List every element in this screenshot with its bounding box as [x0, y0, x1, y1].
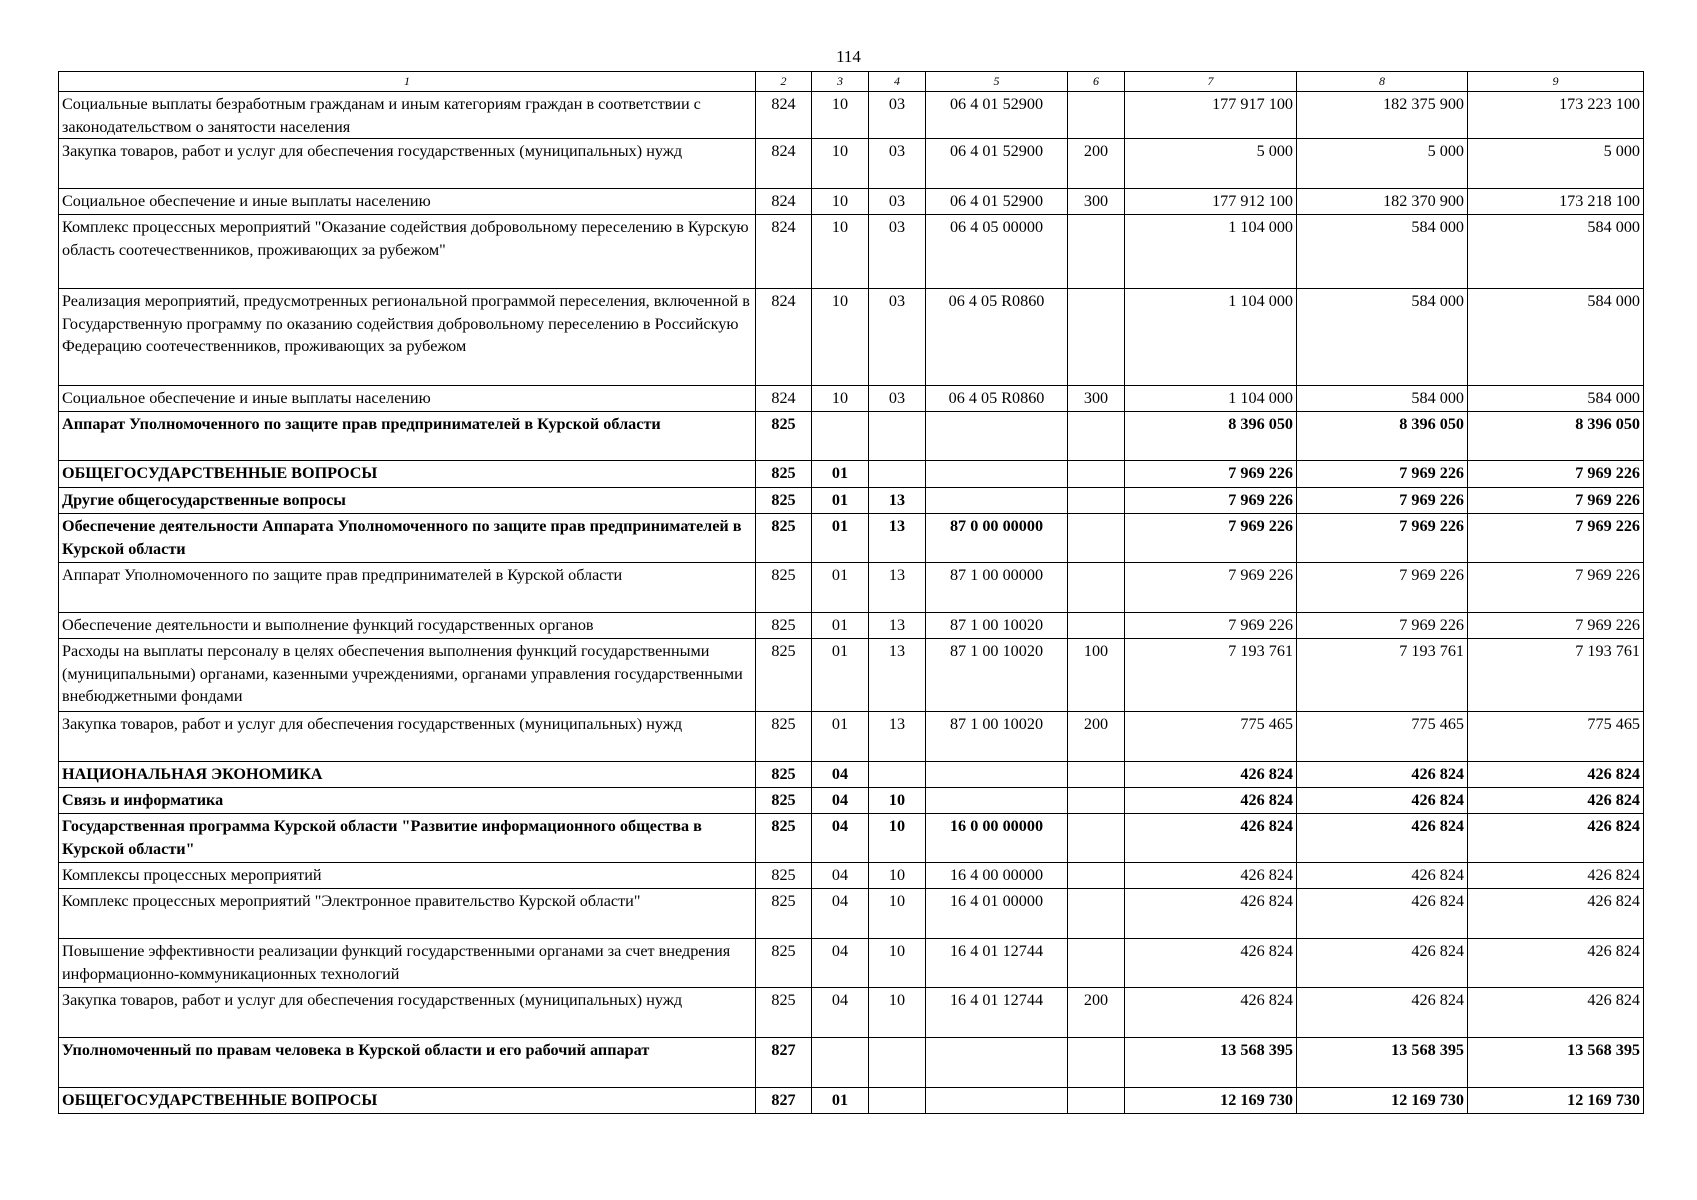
amount-year-2: 426 824 [1297, 939, 1468, 988]
row-name: Расходы на выплаты персоналу в целях обеспечения выполнения функций государственными (муниципальными) органами, казенными учреждениями, органами управления государственными внебюджетными фондами [59, 639, 756, 712]
ministry-code: 825 [756, 488, 812, 514]
amount-year-2: 5 000 [1297, 139, 1468, 189]
table-row [59, 712, 1644, 762]
target-article-code: 16 4 00 00000 [926, 863, 1068, 889]
expense-type-code [1068, 488, 1125, 514]
expense-type-code [1068, 788, 1125, 814]
amount-year-1: 7 969 226 [1125, 514, 1297, 563]
amount-year-1: 7 969 226 [1125, 563, 1297, 613]
ministry-code: 825 [756, 613, 812, 639]
subsection-code: 13 [869, 514, 926, 563]
amount-year-3: 584 000 [1468, 289, 1644, 386]
amount-year-1: 7 193 761 [1125, 639, 1297, 712]
table-row [59, 412, 1644, 461]
amount-year-3: 5 000 [1468, 139, 1644, 189]
target-article-code [926, 412, 1068, 461]
target-article-code: 87 1 00 00000 [926, 563, 1068, 613]
row-name: Социальное обеспечение и иные выплаты населению [59, 386, 756, 412]
row-name: Закупка товаров, работ и услуг для обеспечения государственных (муниципальных) нужд [59, 712, 756, 762]
ministry-code: 825 [756, 788, 812, 814]
amount-year-3: 426 824 [1468, 889, 1644, 939]
amount-year-1: 7 969 226 [1125, 613, 1297, 639]
section-code: 01 [812, 563, 869, 613]
ministry-code: 824 [756, 139, 812, 189]
subsection-code [869, 1088, 926, 1114]
section-code: 10 [812, 92, 869, 139]
target-article-code: 87 1 00 10020 [926, 613, 1068, 639]
section-code [812, 412, 869, 461]
amount-year-2: 426 824 [1297, 788, 1468, 814]
amount-year-1: 177 917 100 [1125, 92, 1297, 139]
table-row [59, 889, 1644, 939]
table-row [59, 613, 1644, 639]
expense-type-code [1068, 412, 1125, 461]
amount-year-1: 775 465 [1125, 712, 1297, 762]
subsection-code: 10 [869, 863, 926, 889]
amount-year-3: 173 218 100 [1468, 189, 1644, 215]
expense-type-code: 100 [1068, 639, 1125, 712]
amount-year-1: 13 568 395 [1125, 1038, 1297, 1088]
expense-type-code [1068, 863, 1125, 889]
amount-year-1: 426 824 [1125, 762, 1297, 788]
table-row [59, 461, 1644, 488]
amount-year-3: 426 824 [1468, 863, 1644, 889]
target-article-code: 06 4 05 R0860 [926, 289, 1068, 386]
expense-type-code [1068, 613, 1125, 639]
amount-year-3: 12 169 730 [1468, 1088, 1644, 1114]
expense-type-code: 300 [1068, 386, 1125, 412]
ministry-code: 825 [756, 514, 812, 563]
ministry-code: 825 [756, 863, 812, 889]
amount-year-1: 8 396 050 [1125, 412, 1297, 461]
amount-year-2: 7 193 761 [1297, 639, 1468, 712]
table-row [59, 988, 1644, 1038]
section-code: 01 [812, 1088, 869, 1114]
ministry-code: 824 [756, 189, 812, 215]
expense-type-code [1068, 514, 1125, 563]
expense-type-code: 200 [1068, 988, 1125, 1038]
amount-year-2: 584 000 [1297, 289, 1468, 386]
subsection-code: 03 [869, 215, 926, 289]
target-article-code [926, 1088, 1068, 1114]
target-article-code [926, 488, 1068, 514]
table-row [59, 762, 1644, 788]
amount-year-2: 7 969 226 [1297, 613, 1468, 639]
amount-year-1: 426 824 [1125, 863, 1297, 889]
ministry-code: 825 [756, 412, 812, 461]
section-code: 01 [812, 613, 869, 639]
expense-type-code [1068, 563, 1125, 613]
row-name: Комплекс процессных мероприятий "Оказание содействия добровольному переселению в Курскую область соотечественников, проживающих за рубежом" [59, 215, 756, 289]
target-article-code [926, 788, 1068, 814]
amount-year-3: 426 824 [1468, 988, 1644, 1038]
expense-type-code: 200 [1068, 712, 1125, 762]
amount-year-3: 775 465 [1468, 712, 1644, 762]
ministry-code: 825 [756, 814, 812, 863]
ministry-code: 825 [756, 461, 812, 488]
row-name: Государственная программа Курской области "Развитие информационного общества в Курской области" [59, 814, 756, 863]
subsection-code [869, 412, 926, 461]
amount-year-3: 7 969 226 [1468, 563, 1644, 613]
amount-year-2: 182 370 900 [1297, 189, 1468, 215]
table-row [59, 92, 1644, 139]
target-article-code: 16 0 00 00000 [926, 814, 1068, 863]
amount-year-3: 7 969 226 [1468, 613, 1644, 639]
table-row [59, 863, 1644, 889]
subsection-code [869, 1038, 926, 1088]
target-article-code: 87 1 00 10020 [926, 639, 1068, 712]
expense-type-code [1068, 939, 1125, 988]
row-name: Социальное обеспечение и иные выплаты населению [59, 189, 756, 215]
amount-year-2: 584 000 [1297, 215, 1468, 289]
ministry-code: 825 [756, 762, 812, 788]
table-row [59, 1088, 1644, 1114]
table-row [59, 1038, 1644, 1088]
column-number: 4 [869, 72, 926, 92]
expense-type-code [1068, 889, 1125, 939]
expense-type-code [1068, 1088, 1125, 1114]
amount-year-1: 1 104 000 [1125, 215, 1297, 289]
row-name: Повышение эффективности реализации функций государственными органами за счет внедрения информационно-коммуникационных технологий [59, 939, 756, 988]
expense-type-code [1068, 1038, 1125, 1088]
amount-year-1: 177 912 100 [1125, 189, 1297, 215]
subsection-code: 10 [869, 889, 926, 939]
ministry-code: 825 [756, 939, 812, 988]
target-article-code: 06 4 05 R0860 [926, 386, 1068, 412]
table-row [59, 215, 1644, 289]
table-row [59, 939, 1644, 988]
amount-year-1: 1 104 000 [1125, 386, 1297, 412]
ministry-code: 825 [756, 889, 812, 939]
table-row [59, 639, 1644, 712]
column-number: 3 [812, 72, 869, 92]
amount-year-1: 5 000 [1125, 139, 1297, 189]
amount-year-1: 426 824 [1125, 814, 1297, 863]
expense-type-code [1068, 762, 1125, 788]
amount-year-1: 426 824 [1125, 988, 1297, 1038]
section-code: 01 [812, 461, 869, 488]
section-code: 04 [812, 788, 869, 814]
ministry-code: 827 [756, 1038, 812, 1088]
amount-year-3: 7 969 226 [1468, 488, 1644, 514]
budget-table [58, 71, 1644, 1114]
subsection-code: 13 [869, 639, 926, 712]
target-article-code: 87 1 00 10020 [926, 712, 1068, 762]
amount-year-2: 426 824 [1297, 988, 1468, 1038]
column-number: 1 [59, 72, 756, 92]
ministry-code: 825 [756, 563, 812, 613]
table-row [59, 814, 1644, 863]
row-name: ОБЩЕГОСУДАРСТВЕННЫЕ ВОПРОСЫ [59, 461, 756, 488]
amount-year-2: 584 000 [1297, 386, 1468, 412]
target-article-code [926, 1038, 1068, 1088]
subsection-code: 03 [869, 386, 926, 412]
row-name: Закупка товаров, работ и услуг для обеспечения государственных (муниципальных) нужд [59, 139, 756, 189]
row-name: Комплекс процессных мероприятий "Электронное правительство Курской области" [59, 889, 756, 939]
row-name: Уполномоченный по правам человека в Курской области и его рабочий аппарат [59, 1038, 756, 1088]
column-number: 8 [1297, 72, 1468, 92]
amount-year-3: 173 223 100 [1468, 92, 1644, 139]
amount-year-1: 12 169 730 [1125, 1088, 1297, 1114]
section-code: 10 [812, 289, 869, 386]
row-name: Социальные выплаты безработным гражданам и иным категориям граждан в соответствии с законодательством о занятости населения [59, 92, 756, 139]
section-code: 04 [812, 939, 869, 988]
section-code [812, 1038, 869, 1088]
amount-year-3: 426 824 [1468, 788, 1644, 814]
row-name: Другие общегосударственные вопросы [59, 488, 756, 514]
target-article-code: 06 4 01 52900 [926, 139, 1068, 189]
table-row [59, 563, 1644, 613]
row-name: Обеспечение деятельности и выполнение функций государственных органов [59, 613, 756, 639]
amount-year-2: 775 465 [1297, 712, 1468, 762]
subsection-code: 10 [869, 988, 926, 1038]
subsection-code: 10 [869, 939, 926, 988]
page-number: 114 [836, 47, 861, 66]
amount-year-3: 8 396 050 [1468, 412, 1644, 461]
table-body [59, 92, 1644, 1114]
amount-year-3: 426 824 [1468, 814, 1644, 863]
section-code: 04 [812, 863, 869, 889]
section-code: 01 [812, 514, 869, 563]
section-code: 10 [812, 215, 869, 289]
amount-year-2: 8 396 050 [1297, 412, 1468, 461]
amount-year-3: 7 969 226 [1468, 461, 1644, 488]
subsection-code: 10 [869, 814, 926, 863]
target-article-code: 16 4 01 12744 [926, 939, 1068, 988]
expense-type-code [1068, 92, 1125, 139]
amount-year-3: 584 000 [1468, 215, 1644, 289]
target-article-code: 87 0 00 00000 [926, 514, 1068, 563]
amount-year-1: 7 969 226 [1125, 461, 1297, 488]
section-code: 04 [812, 988, 869, 1038]
table-row [59, 488, 1644, 514]
amount-year-1: 426 824 [1125, 889, 1297, 939]
ministry-code: 825 [756, 988, 812, 1038]
target-article-code: 16 4 01 12744 [926, 988, 1068, 1038]
expense-type-code: 300 [1068, 189, 1125, 215]
subsection-code [869, 461, 926, 488]
amount-year-2: 426 824 [1297, 889, 1468, 939]
column-number: 6 [1068, 72, 1125, 92]
section-code: 01 [812, 488, 869, 514]
amount-year-3: 13 568 395 [1468, 1038, 1644, 1088]
section-code: 10 [812, 386, 869, 412]
subsection-code: 13 [869, 712, 926, 762]
subsection-code: 13 [869, 563, 926, 613]
subsection-code: 03 [869, 189, 926, 215]
row-name: Обеспечение деятельности Аппарата Уполномоченного по защите прав предпринимателей в Курской области [59, 514, 756, 563]
subsection-code: 13 [869, 613, 926, 639]
column-number-row [59, 72, 1644, 92]
subsection-code [869, 762, 926, 788]
ministry-code: 824 [756, 386, 812, 412]
row-name: Связь и информатика [59, 788, 756, 814]
subsection-code: 10 [869, 788, 926, 814]
ministry-code: 825 [756, 639, 812, 712]
target-article-code [926, 762, 1068, 788]
ministry-code: 827 [756, 1088, 812, 1114]
ministry-code: 824 [756, 289, 812, 386]
amount-year-3: 426 824 [1468, 939, 1644, 988]
target-article-code: 06 4 01 52900 [926, 189, 1068, 215]
amount-year-2: 426 824 [1297, 863, 1468, 889]
amount-year-1: 426 824 [1125, 788, 1297, 814]
ministry-code: 824 [756, 215, 812, 289]
expense-type-code: 200 [1068, 139, 1125, 189]
amount-year-1: 426 824 [1125, 939, 1297, 988]
amount-year-2: 426 824 [1297, 762, 1468, 788]
row-name: Аппарат Уполномоченного по защите прав предпринимателей в Курской области [59, 412, 756, 461]
amount-year-2: 12 169 730 [1297, 1088, 1468, 1114]
row-name: Аппарат Уполномоченного по защите прав предпринимателей в Курской области [59, 563, 756, 613]
amount-year-2: 182 375 900 [1297, 92, 1468, 139]
column-number: 2 [756, 72, 812, 92]
amount-year-3: 7 969 226 [1468, 514, 1644, 563]
amount-year-2: 7 969 226 [1297, 514, 1468, 563]
row-name: Закупка товаров, работ и услуг для обеспечения государственных (муниципальных) нужд [59, 988, 756, 1038]
table-row [59, 189, 1644, 215]
section-code: 01 [812, 712, 869, 762]
target-article-code: 06 4 05 00000 [926, 215, 1068, 289]
subsection-code: 03 [869, 92, 926, 139]
subsection-code: 13 [869, 488, 926, 514]
subsection-code: 03 [869, 139, 926, 189]
row-name: Реализация мероприятий, предусмотренных региональной программой переселения, включенной в Государственную программу по оказанию содействия добровольному переселению в Российскую Федерацию соотечественников, проживающих за рубежом [59, 289, 756, 386]
amount-year-3: 584 000 [1468, 386, 1644, 412]
section-code: 04 [812, 889, 869, 939]
amount-year-1: 7 969 226 [1125, 488, 1297, 514]
row-name: ОБЩЕГОСУДАРСТВЕННЫЕ ВОПРОСЫ [59, 1088, 756, 1114]
section-code: 04 [812, 762, 869, 788]
amount-year-3: 7 193 761 [1468, 639, 1644, 712]
expense-type-code [1068, 215, 1125, 289]
target-article-code: 06 4 01 52900 [926, 92, 1068, 139]
column-number: 5 [926, 72, 1068, 92]
expense-type-code [1068, 461, 1125, 488]
subsection-code: 03 [869, 289, 926, 386]
table-row [59, 289, 1644, 386]
table-row [59, 514, 1644, 563]
amount-year-2: 7 969 226 [1297, 461, 1468, 488]
column-number: 7 [1125, 72, 1297, 92]
amount-year-2: 13 568 395 [1297, 1038, 1468, 1088]
section-code: 01 [812, 639, 869, 712]
amount-year-2: 7 969 226 [1297, 488, 1468, 514]
expense-type-code [1068, 289, 1125, 386]
table-row [59, 139, 1644, 189]
expense-type-code [1068, 814, 1125, 863]
table-row [59, 788, 1644, 814]
target-article-code [926, 461, 1068, 488]
section-code: 10 [812, 139, 869, 189]
table-row [59, 386, 1644, 412]
ministry-code: 825 [756, 712, 812, 762]
column-number: 9 [1468, 72, 1644, 92]
amount-year-2: 7 969 226 [1297, 563, 1468, 613]
row-name: Комплексы процессных мероприятий [59, 863, 756, 889]
amount-year-3: 426 824 [1468, 762, 1644, 788]
amount-year-1: 1 104 000 [1125, 289, 1297, 386]
amount-year-2: 426 824 [1297, 814, 1468, 863]
section-code: 10 [812, 189, 869, 215]
ministry-code: 824 [756, 92, 812, 139]
section-code: 04 [812, 814, 869, 863]
row-name: НАЦИОНАЛЬНАЯ ЭКОНОМИКА [59, 762, 756, 788]
target-article-code: 16 4 01 00000 [926, 889, 1068, 939]
